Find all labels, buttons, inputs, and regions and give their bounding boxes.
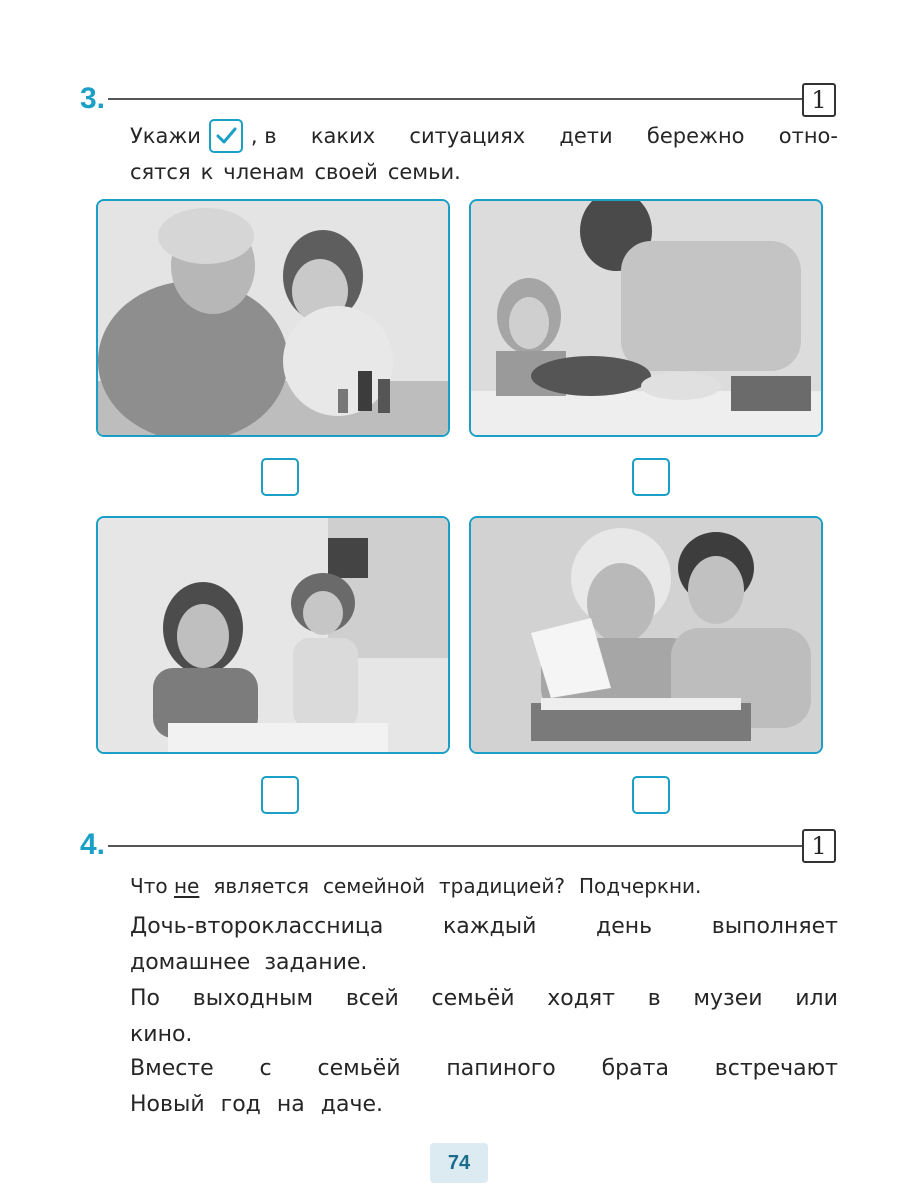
sentence-word: год xyxy=(220,1091,261,1117)
answer-checkbox-2[interactable] xyxy=(632,458,670,496)
sentence-word: музеи xyxy=(693,985,763,1011)
sentence-word: брата xyxy=(601,1055,669,1081)
sentence-3-line-1[interactable] xyxy=(130,1050,838,1086)
sentence-word: на xyxy=(276,1091,305,1117)
task-3-instruction-line-2 xyxy=(130,156,838,188)
answer-checkbox-3[interactable] xyxy=(261,776,299,814)
sentence-word: каждый xyxy=(442,913,537,939)
sentence-word: в xyxy=(647,985,661,1011)
task-4-word: традицией? xyxy=(439,874,565,898)
sentence-2-line-1[interactable] xyxy=(130,980,838,1016)
sentence-word: с xyxy=(259,1055,272,1081)
task-3-word: ситуациях xyxy=(409,124,526,148)
task-3-word: , в xyxy=(250,124,277,148)
task-3-word: своей xyxy=(314,160,378,184)
task-3-number: 3. xyxy=(80,82,106,115)
photo-grandmother-girl-medicine xyxy=(96,199,450,437)
sentence-word: задание. xyxy=(264,949,368,975)
sentence-word: папиного xyxy=(446,1055,556,1081)
sentence-2-line-2[interactable] xyxy=(130,1016,838,1052)
sentence-word: Дочь-второклассница xyxy=(130,913,384,939)
sentence-word: Вместе xyxy=(130,1055,214,1081)
task-3-word: семьи. xyxy=(387,160,461,184)
task-4-word: семейной xyxy=(322,874,425,898)
task-3-word: к xyxy=(200,160,214,184)
task-3-word: дети xyxy=(559,124,613,148)
sentence-word: выполняет xyxy=(711,913,838,939)
task-4-word: Что xyxy=(130,874,168,898)
sentence-word: выходным xyxy=(192,985,314,1011)
task-3-word: членам xyxy=(223,160,305,184)
sentence-word: всей xyxy=(345,985,399,1011)
task-4-number: 4. xyxy=(80,828,106,861)
task-3-instruction-line-1 xyxy=(130,118,838,154)
task-3-word: каких xyxy=(310,124,376,148)
task-4-underlined-word: не xyxy=(173,874,200,898)
task-3-word: бережно xyxy=(646,124,745,148)
photo-grandmother-boy-album xyxy=(469,516,823,754)
sentence-1-line-2[interactable] xyxy=(130,944,838,980)
task-3-divider xyxy=(108,98,802,100)
task-3-word: сятся xyxy=(130,160,191,184)
checkmark-icon xyxy=(209,119,243,153)
photo-tired-mother-daughter xyxy=(96,516,450,754)
sentence-word: По xyxy=(130,985,161,1011)
task-3-score-box: 1 xyxy=(802,83,836,117)
task-4-question xyxy=(130,870,820,902)
sentence-word: кино. xyxy=(130,1021,193,1047)
answer-checkbox-4[interactable] xyxy=(632,776,670,814)
sentence-word: даче. xyxy=(320,1091,383,1117)
sentence-word: ходят xyxy=(547,985,615,1011)
task-4-divider xyxy=(108,845,802,847)
page-number: 74 xyxy=(430,1143,488,1183)
task-3-word: отно- xyxy=(778,124,838,148)
sentence-word: встречают xyxy=(714,1055,838,1081)
task-4-word: является xyxy=(213,874,309,898)
photo-father-scolding-girl xyxy=(469,199,823,437)
sentence-3-line-2[interactable] xyxy=(130,1086,838,1122)
task-4-word: Подчеркни. xyxy=(578,874,702,898)
sentence-word: семьёй xyxy=(317,1055,401,1081)
sentence-word: или xyxy=(795,985,838,1011)
sentence-word: домашнее xyxy=(130,949,251,975)
task-3-word: Укажи xyxy=(130,124,201,148)
sentence-word: Новый xyxy=(130,1091,205,1117)
sentence-word: семьёй xyxy=(431,985,515,1011)
sentence-1-line-1[interactable] xyxy=(130,908,838,944)
sentence-word: день xyxy=(596,913,653,939)
task-4-score-box: 1 xyxy=(802,829,836,863)
answer-checkbox-1[interactable] xyxy=(261,458,299,496)
